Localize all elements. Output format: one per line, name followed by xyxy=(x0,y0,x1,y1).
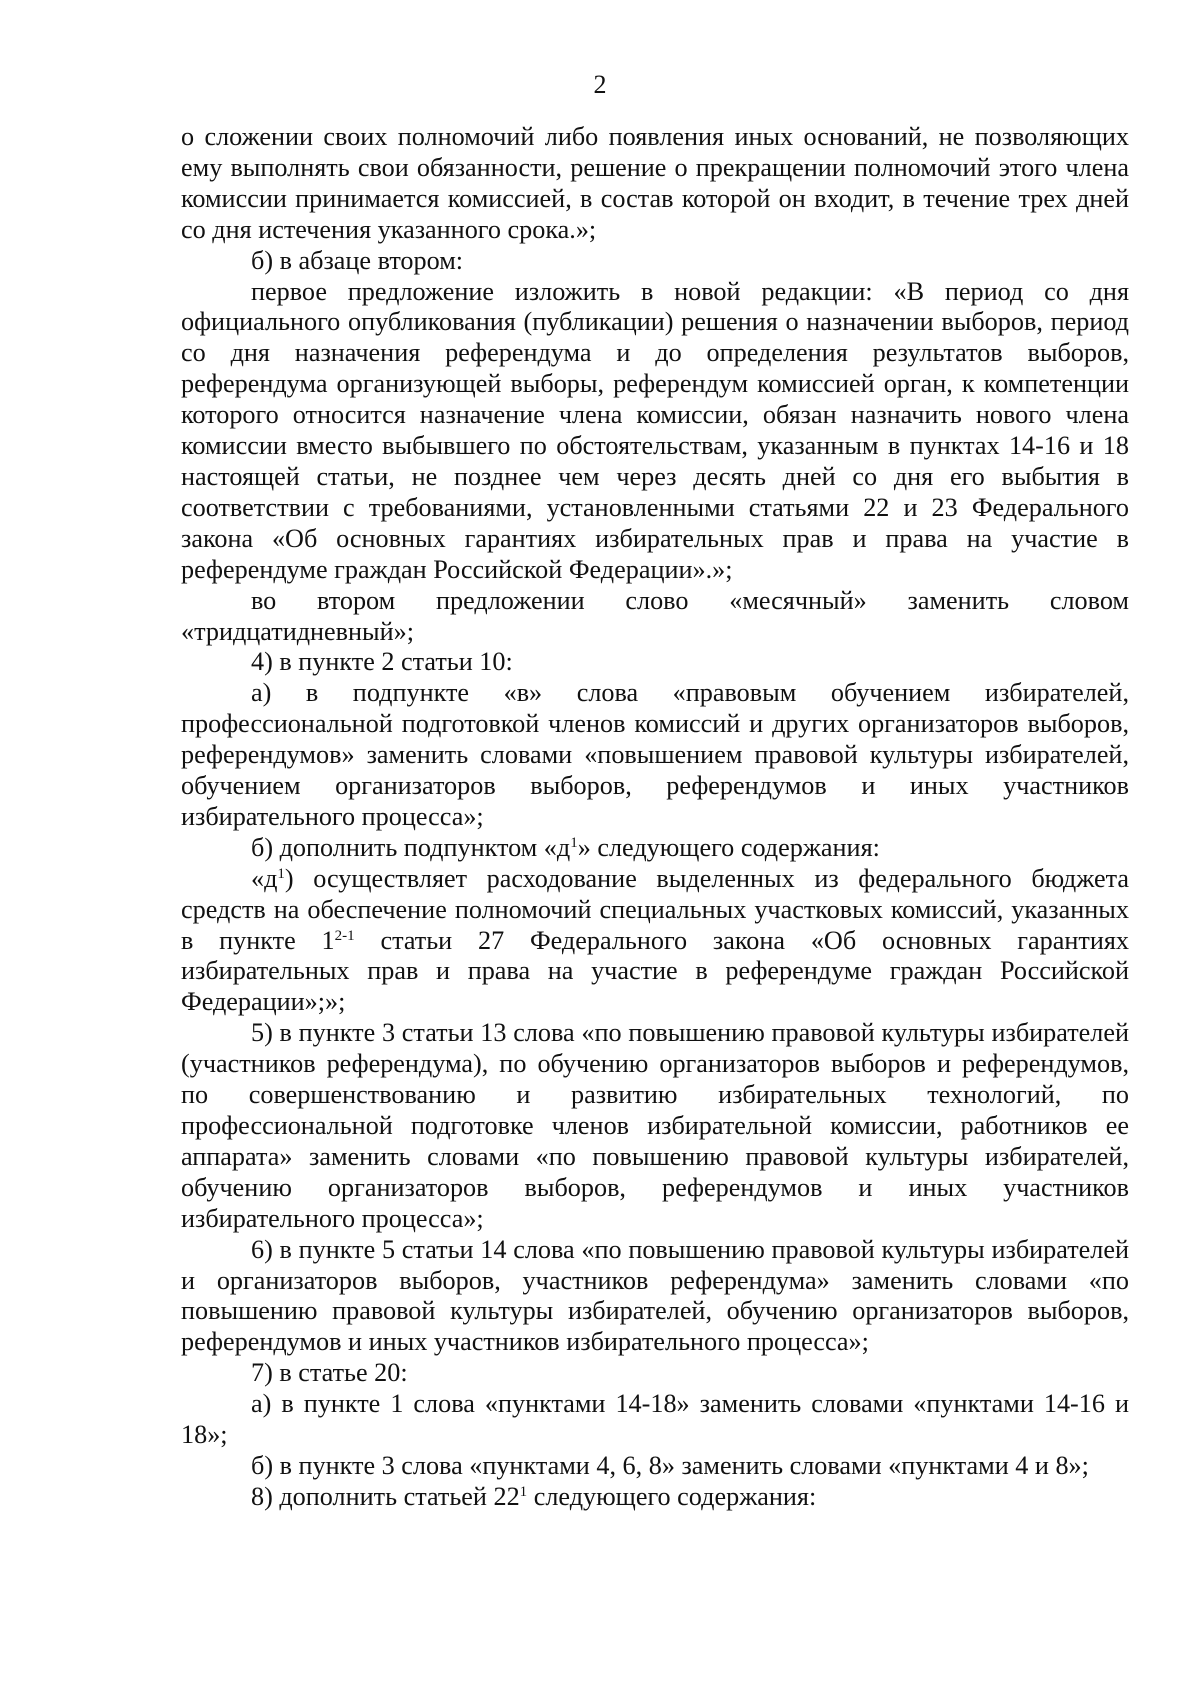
paragraph-text: б) в пункте 3 слова «пунктами 4, 6, 8» заменить словами «пунктами 4 и 8»; xyxy=(251,1450,1089,1480)
superscript: 2-1 xyxy=(334,927,355,944)
paragraph-text: во втором предложении слово «месячный» заменить словом «тридцатидневный»; xyxy=(181,585,1129,646)
paragraph-text: 6) в пункте 5 статьи 14 слова «по повышению правовой культуры избирателей и организаторов выборов, участников референдума» заменить словами «по повышению правовой культуры избирателей, обучению организаторов выборов, референдумов и иных участников избирательного процесса»; xyxy=(181,1234,1129,1357)
paragraph xyxy=(181,122,1129,246)
paragraph-text: » следующего содержания: xyxy=(577,832,880,862)
paragraph xyxy=(181,647,1129,678)
page-number: 2 xyxy=(593,70,607,99)
paragraph xyxy=(181,586,1129,648)
paragraph xyxy=(181,1482,1129,1513)
paragraph xyxy=(181,277,1129,586)
paragraph-text: а) в подпункте «в» слова «правовым обучением избирателей, профессиональной подготовкой членов комиссий и других организаторов выборов, референдумов» заменить словами «повышением правовой культуры избирателей, обучением организаторов выборов, референдумов и иных участников избирательного процесса»; xyxy=(181,678,1129,831)
paragraph xyxy=(181,1018,1129,1234)
paragraph xyxy=(181,864,1129,1019)
paragraph-text: 8) дополнить статьей 22 xyxy=(251,1481,520,1511)
paragraph-text: о сложении своих полномочий либо появления иных оснований, не позволяющих ему выполнять свои обязанности, решение о прекращении полномочий этого члена комиссии принимается комиссией, в состав которой он входит, в течение трех дней со дня истечения указанного срока.»; xyxy=(181,122,1129,244)
superscript: 1 xyxy=(570,834,578,851)
paragraph-text: а) в пункте 1 слова «пунктами 14-18» заменить словами «пунктами 14-16 и 18»; xyxy=(181,1389,1129,1450)
paragraph xyxy=(181,1451,1129,1482)
paragraph xyxy=(181,1358,1129,1389)
document-body xyxy=(181,122,1129,1513)
paragraph-text: б) в абзаце втором: xyxy=(251,245,464,275)
paragraph xyxy=(181,1235,1129,1359)
paragraph xyxy=(181,1389,1129,1451)
paragraph xyxy=(181,833,1129,864)
paragraph xyxy=(181,246,1129,277)
superscript: 1 xyxy=(277,865,285,882)
paragraph-text: 4) в пункте 2 статьи 10: xyxy=(251,647,513,677)
paragraph-text: б) дополнить подпунктом «д xyxy=(251,832,571,862)
paragraph xyxy=(181,678,1129,833)
superscript: 1 xyxy=(519,1483,528,1500)
paragraph-text: 7) в статье 20: xyxy=(251,1358,408,1388)
paragraph-text: следующего содержания: xyxy=(527,1481,817,1511)
paragraph-text: 5) в пункте 3 статьи 13 слова «по повышению правовой культуры избирателей (участников референдума), по обучению организаторов выборов и референдумов, по совершенствованию и развитию избирательных технологий, по профессиональной подготовке членов избирательной комиссии, работников ее аппарата» заменить словами «по повышению правовой культуры избирателей, обучению организаторов выборов, референдумов и иных участников избирательного процесса»; xyxy=(181,1018,1129,1233)
paragraph-text: первое предложение изложить в новой редакции: «В период со дня официального опубликования (публикации) решения о назначении выборов, период со дня назначения референдума и до определения результатов выборов, референдума организующей выборы, референдум комиссией орган, к компетенции которого относится назначение члена комиссии, обязан назначить нового члена комиссии вместо выбывшего по обстоятельствам, указанным в пунктах 14-16 и 18 настоящей статьи, не позднее чем через десять дней со дня его выбытия в соответствии с требованиями, установленными статьями 22 и 23 Федерального закона «Об основных гарантиях избирательных прав и права на участие в референдуме граждан Российской Федерации».»; xyxy=(181,276,1129,584)
paragraph-text: «д xyxy=(251,863,278,893)
paragraph-text: ) осуществляет расходование выделенных из федерального бюджета средств на обеспечение полномочий специальных участковых комиссий, указанных в пункте 1 xyxy=(181,863,1129,955)
paragraph-text: статьи 27 Федерального закона «Об основных гарантиях избирательных прав и права на участие в референдуме граждан Российской Федерации»;»; xyxy=(181,925,1129,1017)
